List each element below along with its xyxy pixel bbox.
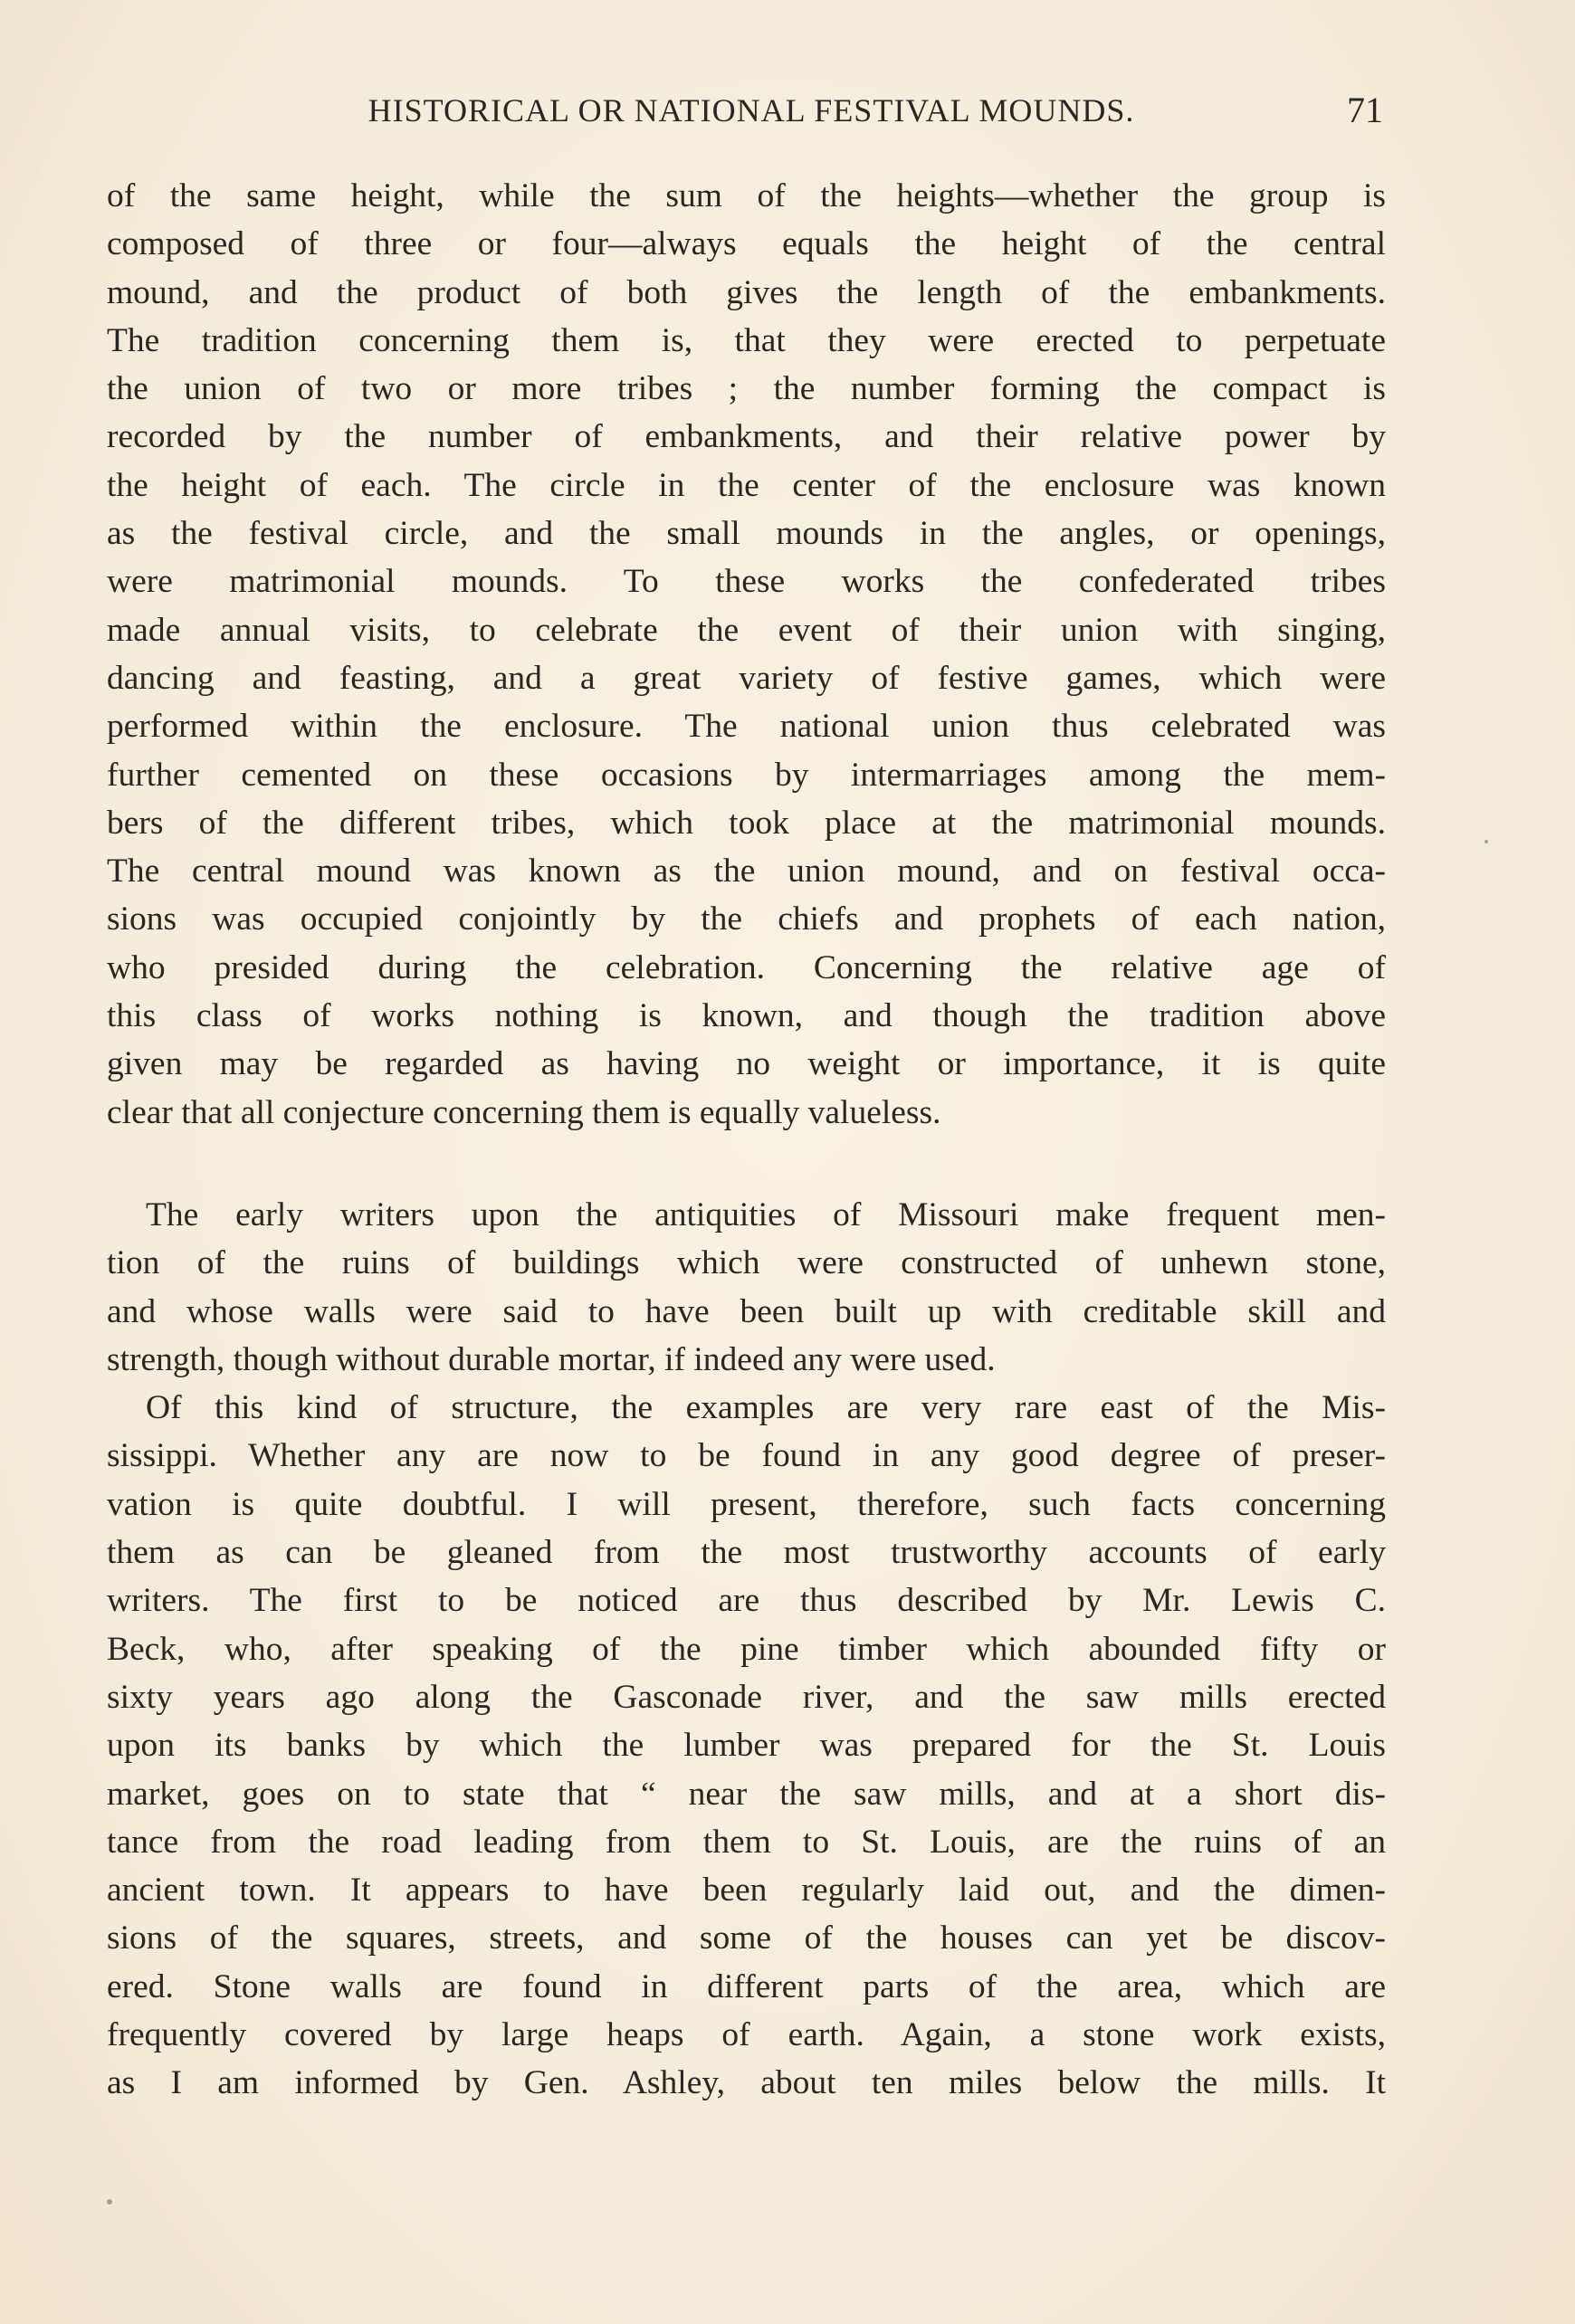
text-line: the union of two or more tribes ; the number forming the compact is: [107, 370, 1386, 408]
text-line: market, goes on to state that “ near the saw mills, and at a short dis-: [107, 1775, 1386, 1813]
text-line: Beck, who, after speaking of the pine timber which abounded fifty or: [107, 1630, 1386, 1668]
text-line: sions of the squares, streets, and some of the houses can yet be discov-: [107, 1919, 1386, 1957]
text-line: made annual visits, to celebrate the event of their union with singing,: [107, 611, 1386, 649]
paragraph-3: [107, 1384, 1386, 2107]
text-line: writers. The first to be noticed are thus described by Mr. Lewis C.: [107, 1582, 1386, 1620]
text-line: ancient town. It appears to have been regularly laid out, and the dimen-: [107, 1872, 1386, 1910]
text-line: bers of the different tribes, which took place at the matrimonial mounds.: [107, 804, 1386, 842]
text-line: further cemented on these occasions by intermarriages among the mem-: [107, 756, 1386, 794]
text-line: tance from the road leading from them to St. Louis, are the ruins of an: [107, 1823, 1386, 1861]
text-line: ered. Stone walls are found in different parts of the area, which are: [107, 1967, 1386, 2005]
text-line: as the festival circle, and the small mounds in the angles, or openings,: [107, 515, 1386, 553]
text-line: composed of three or four—always equals the height of the central: [107, 225, 1386, 263]
text-line: performed within the enclosure. The national union thus celebrated was: [107, 708, 1386, 746]
text-line: sissippi. Whether any are now to be found in any good degree of preser-: [107, 1437, 1386, 1475]
text-line: frequently covered by large heaps of earth. Again, a stone work exists,: [107, 2015, 1386, 2053]
text-line: dancing and feasting, and a great variety of festive games, which were: [107, 659, 1386, 697]
paragraph-gap: [107, 1137, 1386, 1191]
text-line: mound, and the product of both gives the length of the embankments.: [107, 273, 1386, 311]
text-line: upon its banks by which the lumber was prepared for the St. Louis: [107, 1727, 1386, 1765]
page-number: 71: [1347, 90, 1383, 130]
text-line: sions was occupied conjointly by the chiefs and prophets of each nation,: [107, 900, 1386, 938]
text-line: who presided during the celebration. Concerning the relative age of: [107, 948, 1386, 986]
text-line: the height of each. The circle in the center of the enclosure was known: [107, 466, 1386, 504]
text-line: given may be regarded as having no weight or importance, it is quite: [107, 1045, 1386, 1083]
paper-speck: [107, 2199, 112, 2205]
text-line: them as can be gleaned from the most trustworthy accounts of early: [107, 1534, 1386, 1572]
text-line: strength, though without durable mortar, if indeed any were used.: [107, 1340, 996, 1378]
text-line: The central mound was known as the union mound, and on festival occa-: [107, 852, 1386, 891]
text-line: recorded by the number of embankments, and their relative power by: [107, 418, 1386, 456]
text-line: were matrimonial mounds. To these works the confederated tribes: [107, 563, 1386, 601]
paragraph-1: [107, 172, 1386, 1137]
text-line: Of this kind of structure, the examples are very rare east of the Mis-: [146, 1389, 1386, 1427]
text-line: as I am informed by Gen. Ashley, about ten miles below the mills. It: [107, 2064, 1386, 2102]
text-line: and whose walls were said to have been built up with creditable skill and: [107, 1292, 1386, 1330]
text-line: of the same height, while the sum of the heights—whether the group is: [107, 177, 1386, 214]
text-line: sixty years ago along the Gasconade river, and the saw mills erected: [107, 1678, 1386, 1716]
text-line: clear that all conjecture concerning them is equally valueless.: [107, 1093, 941, 1131]
text-line: The early writers upon the antiquities of Missouri make frequent men-: [146, 1195, 1386, 1233]
paragraph-2: [107, 1191, 1386, 1384]
paper-speck: [1484, 840, 1488, 843]
body-text: [107, 172, 1386, 2108]
text-line: vation is quite doubtful. I will present, therefore, such facts concerning: [107, 1485, 1386, 1523]
running-head: HISTORICAL OR NATIONAL FESTIVAL MOUNDS.: [368, 92, 1135, 129]
text-line: this class of works nothing is known, and though the tradition above: [107, 997, 1386, 1035]
text-line: The tradition concerning them is, that they were erected to perpetuate: [107, 321, 1386, 359]
text-line: tion of the ruins of buildings which were constructed of unhewn stone,: [107, 1244, 1386, 1282]
